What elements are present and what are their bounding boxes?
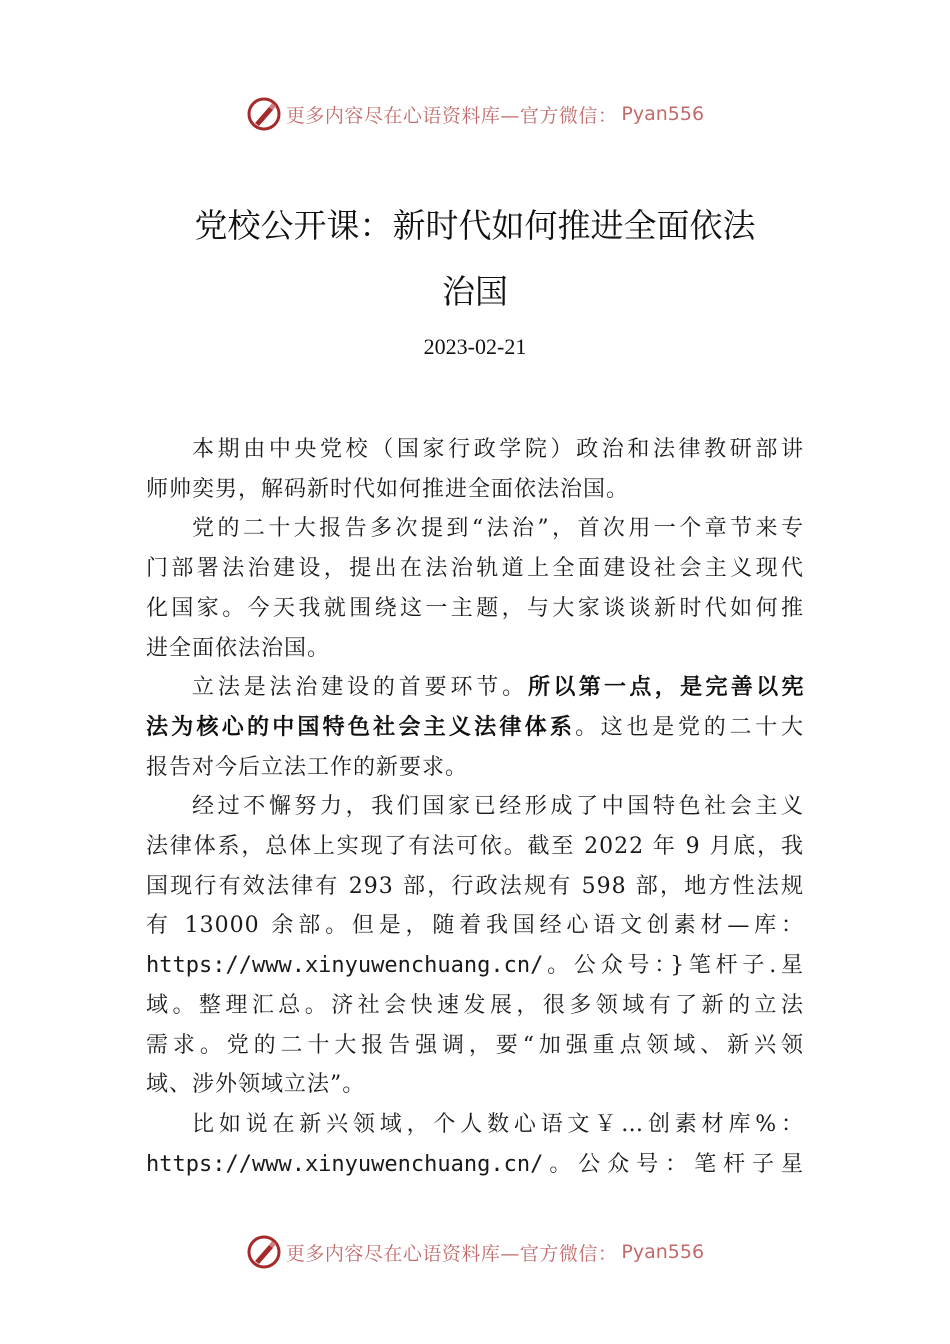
article-date: 2023-02-21: [423, 334, 527, 359]
body-text: 。公众号：}笔杆子.星: [543, 953, 804, 979]
article-body: [146, 430, 804, 1184]
body-line: 师帅奕男，解码新时代如何推进全面依法治国。: [146, 476, 630, 502]
body-line: [146, 708, 804, 748]
article-title-line2: 治国: [442, 272, 508, 311]
body-line: 有 13000 余部。但是，随着我国经心语文创素材—库：: [146, 913, 804, 939]
body-text: 。这也是党的二十大: [575, 714, 804, 740]
body-line: [146, 946, 804, 986]
pen-logo-icon: [246, 1234, 282, 1270]
body-text: 立法是法治建设的首要环节。: [192, 675, 529, 701]
banner-wechat-id: Pyan556: [621, 103, 705, 125]
body-line: 本期由中央党校（国家行政学院）政治和法律教研部讲: [192, 437, 804, 462]
banner-wechat-id: Pyan556: [621, 1241, 705, 1263]
body-line: [146, 1145, 804, 1185]
body-line: 经过不懈努力，我们国家已经形成了中国特色社会主义: [192, 794, 804, 820]
body-line: 化国家。今天我就围绕这一主题，与大家谈谈新时代如何推: [146, 595, 804, 621]
url-text: https://www.xinyuwenchuang.cn/: [146, 1151, 544, 1177]
body-line: 党的二十大报告多次提到“法治”，首次用一个章节来专: [192, 516, 804, 542]
body-line: [146, 668, 804, 708]
body-line: 需求。党的二十大报告强调，要“加强重点领域、新兴领: [146, 1032, 804, 1058]
footer-banner: [0, 1232, 950, 1272]
pen-logo-icon: [246, 96, 282, 132]
body-line: 域、涉外领域立法”。: [146, 1072, 366, 1098]
body-line: 国现行有效法律有 293 部，行政法规有 598 部，地方性法规: [146, 873, 804, 899]
banner-text: 更多内容尽在心语资料库—官方微信：: [285, 1242, 618, 1265]
body-line: 比如说在新兴领域，个人数心语文￥…创素材库%：: [192, 1111, 804, 1137]
body-line: 进全面依法治国。: [146, 635, 331, 661]
article-title-line1: 党校公开课：新时代如何推进全面依法: [194, 206, 756, 245]
bold-text: 法为核心的中国特色社会主义法律体系: [146, 714, 576, 740]
body-line: 域。整理汇总。济社会快速发展，很多领域有了新的立法: [146, 992, 804, 1018]
body-text: 。公众号：笔杆子星: [543, 1151, 804, 1177]
bold-text: 所以第一点，是完善以宪: [528, 675, 804, 701]
body-line: 报告对今后立法工作的新要求。: [146, 754, 469, 780]
header-banner: [0, 94, 950, 134]
body-line: 门部署法治建设，提出在法治轨道上全面建设社会主义现代: [146, 556, 804, 582]
body-line: 法律体系，总体上实现了有法可依。截至 2022 年 9 月底，我: [146, 834, 804, 860]
url-text: https://www.xinyuwenchuang.cn/: [146, 953, 544, 979]
banner-text: 更多内容尽在心语资料库—官方微信：: [285, 104, 618, 127]
